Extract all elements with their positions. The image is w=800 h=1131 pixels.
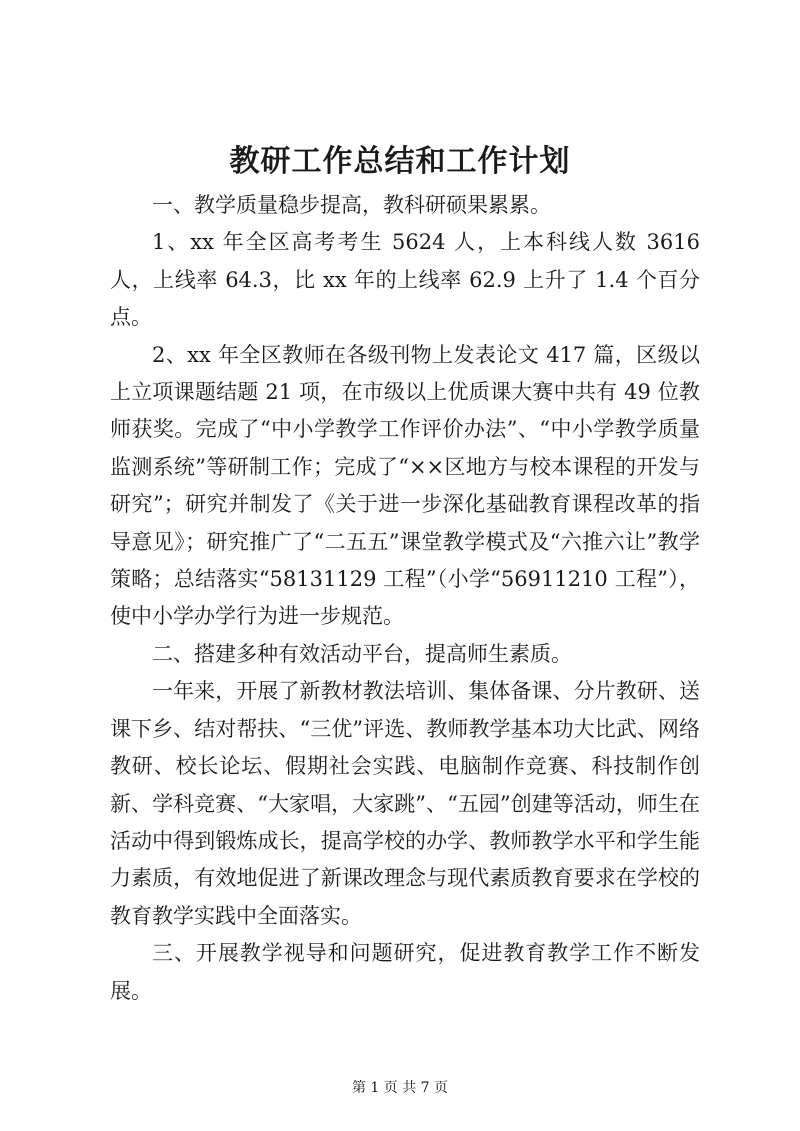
paragraph-item-2: 2、xx 年全区教师在各级刊物上发表论文 417 篇，区级以上立项课题结题 21 项，在市级以上优质课大赛中共有 49 位教师获奖。完成了“中小学教学工作评价办法”、“中小学教学质量监测系统”等研制工作；完成了“××区地方与校本课程的开发与研究”；研究并制发了《关于进一步深化基础教育课程改革的指导意见》；研究推广了“二五五”课堂教学模式及“六推六让”教学策略；总结落实“58131129 工程”（小学“56911210 工程”），使中小学办学行为进一步规范。 [110,342,700,629]
paragraph-section-2-heading: 二、搭建多种有效活动平台，提高师生素质。 [152,641,572,666]
paragraph-section-1-heading: 一、教学质量稳步提高，教科研硕果累累。 [152,193,551,217]
document-body [110,187,700,1010]
paragraph-item-1: 1、xx 年全区高考考生 5624 人，上本科线人数 3616 人，上线率 64.3，比 xx 年的上线率 62.9 上升了 1.4 个百分点。 [110,230,700,330]
document-title: 教研工作总结和工作计划 [229,144,571,179]
paragraph-section-3-heading: 三、开展教学视导和问题研究，促进教育教学工作不断发展。 [110,941,700,1003]
page-number-footer: 第 1 页 共 7 页 [351,1080,449,1096]
paragraph-section-2-body: 一年来，开展了新教材教法培训、集体备课、分片教研、送课下乡、结对帮扶、“三优”评选、教师教学基本功大比武、网络教研、校长论坛、假期社会实践、电脑制作竞赛、科技制作创新、学科竞赛、“大家唱，大家跳”、“五园”创建等活动，师生在活动中得到锻炼成长，提高学校的办学、教师教学水平和学生能力素质，有效地促进了新课改理念与现代素质教育要求在学校的教育教学实践中全面落实。 [110,679,700,928]
